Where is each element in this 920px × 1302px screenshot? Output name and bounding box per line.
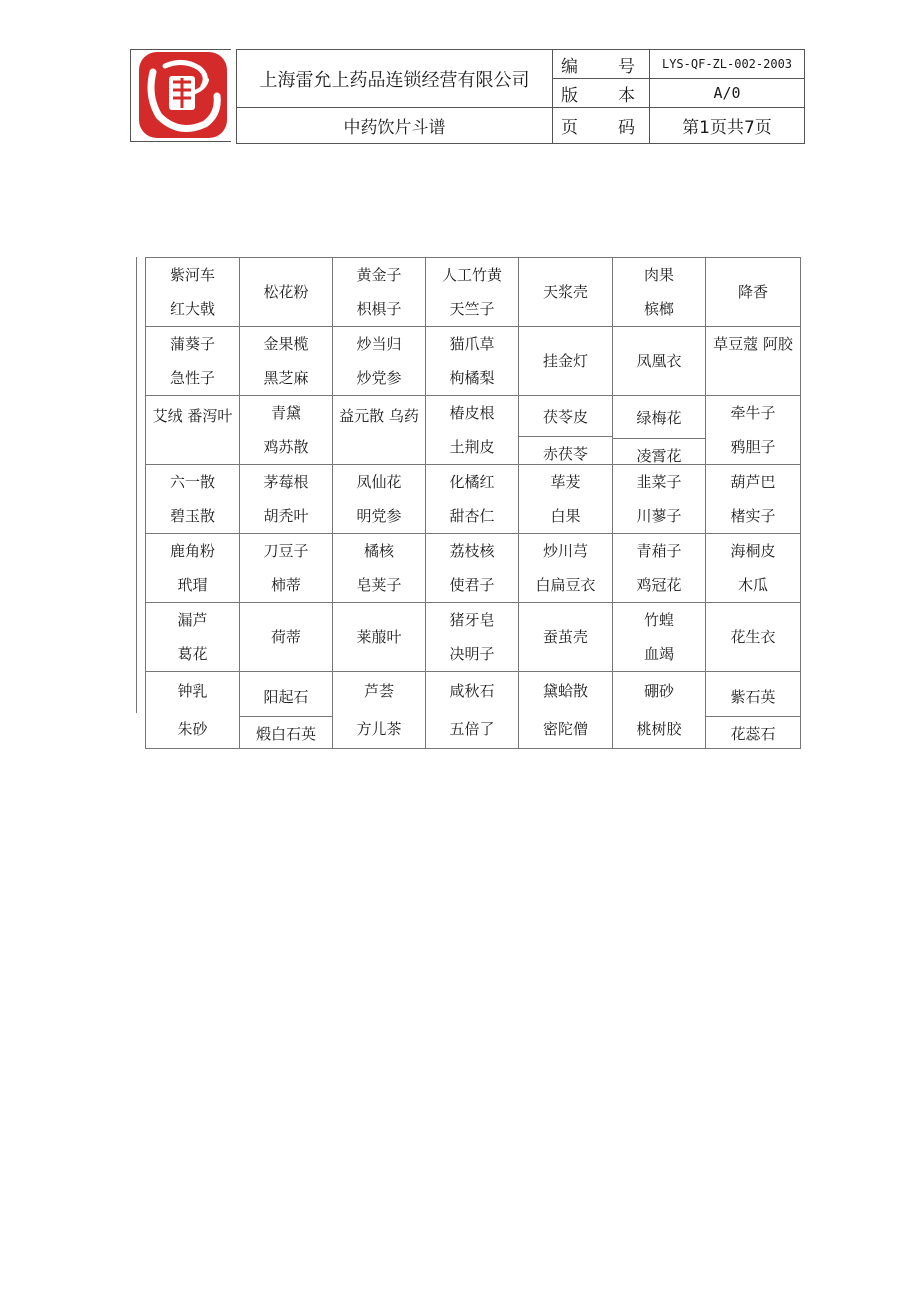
drawer-cell: 青黛 鸡苏散 [240, 396, 333, 465]
margin-rule [136, 257, 137, 713]
drawer-cell: 降香 [706, 258, 801, 327]
drawer-cell: 刀豆子 柿蒂 [240, 534, 333, 603]
company-name: 上海雷允上药品连锁经营有限公司 [237, 50, 553, 108]
drawer-cell: 蒲葵子 急性子 [146, 327, 240, 396]
drawer-cell: 钟乳 朱砂 [146, 672, 240, 749]
drawer-cell: 炒当归 炒党参 [333, 327, 426, 396]
label-code: 编号 [553, 50, 650, 79]
table-row [146, 603, 801, 672]
drawer-cell: 橘核 皂荚子 [333, 534, 426, 603]
drawer-cell: 艾绒 番泻叶 [146, 396, 240, 465]
drawer-cell: 松花粉 [240, 258, 333, 327]
drawer-cell-split: 绿梅花 凌霄花 [613, 396, 706, 465]
value-version: A/0 [650, 79, 805, 108]
drawer-cell: 猫爪草 枸橘梨 [426, 327, 519, 396]
herb-cabinet-table [145, 257, 801, 749]
document-header [130, 49, 806, 142]
drawer-cell: 莱菔叶 [333, 603, 426, 672]
drawer-cell: 黄金子 枳椇子 [333, 258, 426, 327]
drawer-cell: 草豆蔻 阿胶 [706, 327, 801, 396]
drawer-cell: 金果榄 黑芝麻 [240, 327, 333, 396]
drawer-cell: 凤仙花 明党参 [333, 465, 426, 534]
table-row [146, 534, 801, 603]
drawer-cell: 凤凰衣 [613, 327, 706, 396]
drawer-cell: 天浆壳 [519, 258, 613, 327]
table-row [146, 327, 801, 396]
drawer-cell: 炒川芎 白扁豆衣 [519, 534, 613, 603]
drawer-cell: 黛蛤散 密陀僧 [519, 672, 613, 749]
value-code: LYS-QF-ZL-002-2003 [650, 50, 805, 79]
drawer-cell: 荜茇 白果 [519, 465, 613, 534]
table-row [146, 396, 801, 465]
label-page: 页码 [553, 108, 650, 144]
drawer-cell: 鹿角粉 玳瑁 [146, 534, 240, 603]
drawer-cell: 韭菜子 川蓼子 [613, 465, 706, 534]
drawer-cell: 葫芦巴 楮实子 [706, 465, 801, 534]
lei-yun-shang-logo-icon [139, 52, 227, 138]
drawer-cell: 猪牙皂 决明子 [426, 603, 519, 672]
table-row [146, 258, 801, 327]
drawer-cell: 牵牛子 鸦胆子 [706, 396, 801, 465]
drawer-cell: 花生衣 [706, 603, 801, 672]
drawer-cell: 硼砂 桃树胶 [613, 672, 706, 749]
logo-box [130, 49, 231, 142]
drawer-cell: 蚕茧壳 [519, 603, 613, 672]
drawer-cell: 芦荟 方儿茶 [333, 672, 426, 749]
drawer-cell: 漏芦 葛花 [146, 603, 240, 672]
drawer-cell: 椿皮根 土荆皮 [426, 396, 519, 465]
drawer-cell: 青葙子 鸡冠花 [613, 534, 706, 603]
drawer-cell-split: 阳起石 煅白石英 [240, 672, 333, 749]
doc-title: 中药饮片斗谱 [237, 108, 553, 144]
label-version: 版本 [553, 79, 650, 108]
drawer-cell: 紫河车 红大戟 [146, 258, 240, 327]
drawer-cell: 茅莓根 胡秃叶 [240, 465, 333, 534]
drawer-cell-split: 紫石英 花蕊石 [706, 672, 801, 749]
drawer-cell: 益元散 乌药 [333, 396, 426, 465]
drawer-cell: 海桐皮 木瓜 [706, 534, 801, 603]
drawer-cell: 荔枝核 使君子 [426, 534, 519, 603]
drawer-cell: 化橘红 甜杏仁 [426, 465, 519, 534]
drawer-cell: 咸秋石 五倍了 [426, 672, 519, 749]
drawer-cell: 六一散 碧玉散 [146, 465, 240, 534]
header-table [236, 49, 805, 144]
drawer-cell: 竹蝗 血竭 [613, 603, 706, 672]
drawer-cell: 肉果 槟榔 [613, 258, 706, 327]
table-row [146, 672, 801, 749]
drawer-cell-split: 茯苓皮 赤茯苓 [519, 396, 613, 465]
value-page: 第1页共7页 [650, 108, 805, 144]
table-row [146, 465, 801, 534]
drawer-cell: 人工竹黄 天竺子 [426, 258, 519, 327]
drawer-cell: 荷蒂 [240, 603, 333, 672]
drawer-cell: 挂金灯 [519, 327, 613, 396]
